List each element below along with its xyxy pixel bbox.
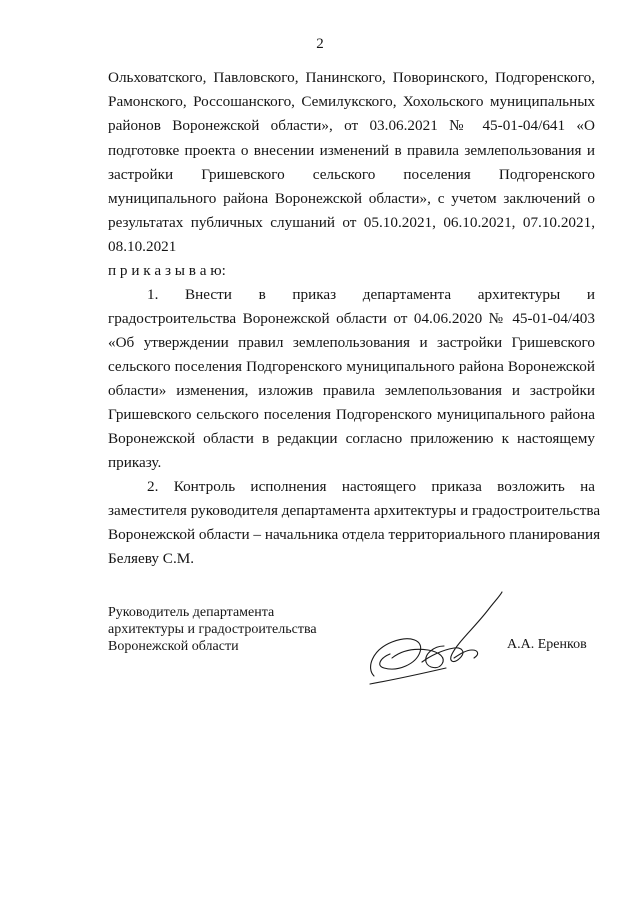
signer-position-line: Руководитель департамента [108, 605, 275, 620]
text-line: Ольховатского, Павловского, Панинского, Поворинского, Подгоренского, [108, 69, 595, 86]
order-word: п р и к а з ы в а ю: [108, 262, 226, 279]
signer-position-line: архитектуры и градостроительства [108, 622, 317, 637]
text-line: застройки Гришевского сельского поселения Подгоренского [108, 166, 595, 183]
text-line: 08.10.2021 [108, 238, 177, 255]
text-line: области» изменения, изложив правила землепользования и застройки [108, 382, 595, 399]
signer-name: А.А. Еренков [507, 637, 587, 652]
text-line: 1. Внести в приказ департамента архитектуры и [147, 286, 595, 303]
text-line: результатах публичных слушаний от 05.10.2021, 06.10.2021, 07.10.2021, [108, 214, 595, 231]
signer-position-line: Воронежской области [108, 639, 239, 654]
text-line: муниципального района Воронежской области», с учетом заключений о [108, 190, 595, 207]
text-line: Рамонского, Россошанского, Семилукского, Хохольского муниципальных [108, 93, 595, 110]
text-line: приказу. [108, 454, 162, 471]
text-line: Воронежской области в редакции согласно приложению к настоящему [108, 430, 595, 447]
text-line: сельского поселения Подгоренского муниципального района Воронежской [108, 358, 595, 375]
text-line: Воронежской области – начальника отдела территориального планирования [108, 526, 601, 543]
text-line: подготовке проекта о внесении изменений в правила землепользования и [108, 142, 595, 159]
handwritten-signature [362, 588, 512, 698]
text-line: «Об утверждении правил землепользования и застройки Гришевского [108, 334, 595, 351]
text-line: Беляеву С.М. [108, 550, 195, 567]
text-line: градостроительства Воронежской области от 04.06.2020 № 45-01-04/403 [108, 310, 595, 327]
text-line: заместителя руководителя департамента архитектуры и градостроительства [108, 502, 601, 519]
text-line: 2. Контроль исполнения настоящего приказа возложить на [147, 478, 595, 495]
text-line: районов Воронежской области», от 03.06.2021 № 45-01-04/641 «О [108, 117, 595, 134]
text-line: Гришевского сельского поселения Подгоренского муниципального района [108, 406, 595, 423]
page-number: 2 [316, 36, 324, 52]
